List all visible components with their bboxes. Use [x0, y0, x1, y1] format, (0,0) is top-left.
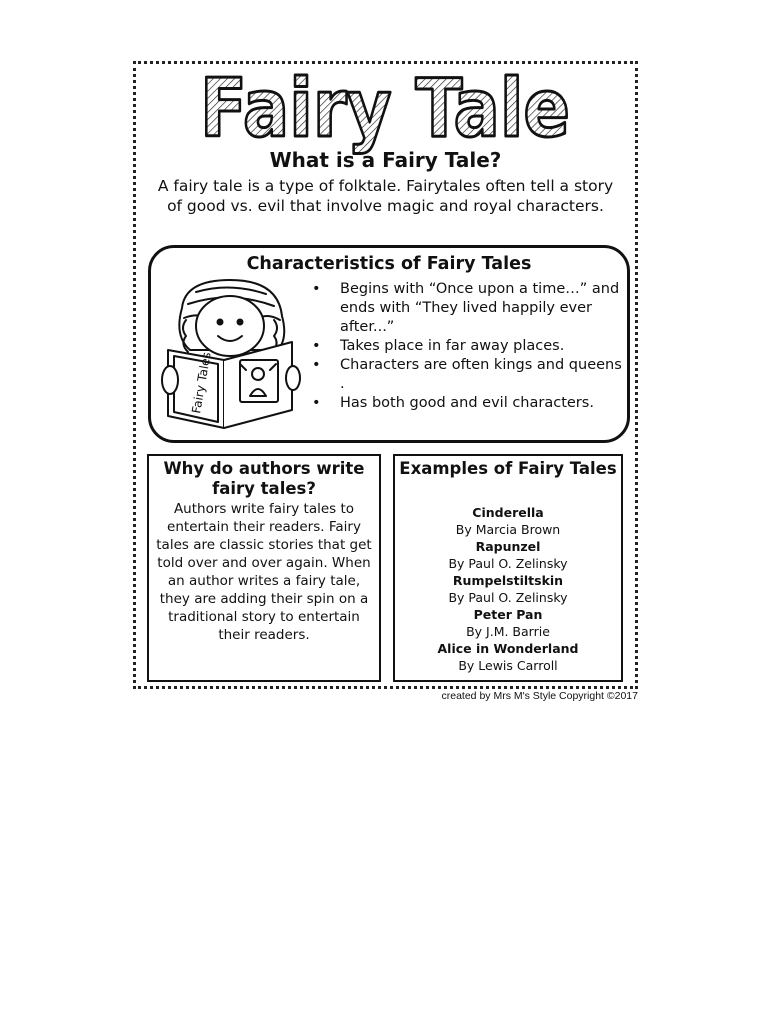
characteristics-list: [308, 280, 624, 413]
example-item: [393, 539, 623, 573]
book-cover-label: Fairy Tales: [189, 351, 214, 415]
example-title: Rapunzel: [475, 539, 541, 554]
copyright-credit: created by Mrs M's Style Copyright ©2017: [441, 690, 638, 702]
example-author: By Paul O. Zelinsky: [448, 556, 568, 571]
example-title: Peter Pan: [473, 607, 543, 622]
characteristic-item: [308, 394, 624, 413]
example-title: Alice in Wonderland: [437, 641, 579, 656]
example-title: Cinderella: [472, 505, 544, 520]
characteristic-text: Begins with “Once upon a time…” and ends with “They lived happily ever after...”: [340, 281, 620, 335]
example-author: By Lewis Carroll: [458, 658, 558, 673]
examples-list: [393, 505, 623, 675]
bullet-icon: •: [312, 395, 321, 411]
example-item: [393, 607, 623, 641]
examples-heading: Examples of Fairy Tales: [399, 459, 617, 478]
example-title: Rumpelstiltskin: [452, 573, 564, 588]
characteristics-heading: Characteristics of Fairy Tales: [246, 254, 532, 274]
characteristic-text: Characters are often kings and queens .: [340, 357, 622, 392]
why-paragraph: Authors write fairy tales to entertain their readers. Fairy tales are classic stories that get told over and over again. When an author writes a fairy tale, they are adding their spin on a traditional story to entertain their readers.: [156, 501, 372, 643]
example-author: By J.M. Barrie: [466, 624, 550, 639]
example-author: By Paul O. Zelinsky: [448, 590, 568, 605]
page-title: [190, 62, 580, 155]
intro-paragraph: A fairy tale is a type of folktale. Fairytales often tell a story of good vs. evil that involve magic and royal characters.: [157, 177, 614, 215]
characteristic-item: [308, 337, 624, 356]
example-item: [393, 573, 623, 607]
bullet-icon: •: [312, 357, 321, 373]
characteristic-text: Takes place in far away places.: [340, 338, 565, 354]
example-item: [393, 505, 623, 539]
characteristic-text: Has both good and evil characters.: [340, 395, 594, 411]
characteristic-item: [308, 280, 624, 337]
example-item: [393, 641, 623, 675]
example-author: By Marcia Brown: [455, 522, 561, 537]
characteristic-item: [308, 356, 624, 394]
girl-reading-book-illustration: [160, 278, 300, 433]
bullet-icon: •: [312, 338, 321, 354]
why-heading: Why do authors write fairy tales?: [163, 459, 365, 498]
bullet-icon: •: [312, 281, 321, 297]
page-title-text: Fairy Tale: [200, 62, 570, 155]
section-heading: What is a Fairy Tale?: [269, 148, 502, 172]
